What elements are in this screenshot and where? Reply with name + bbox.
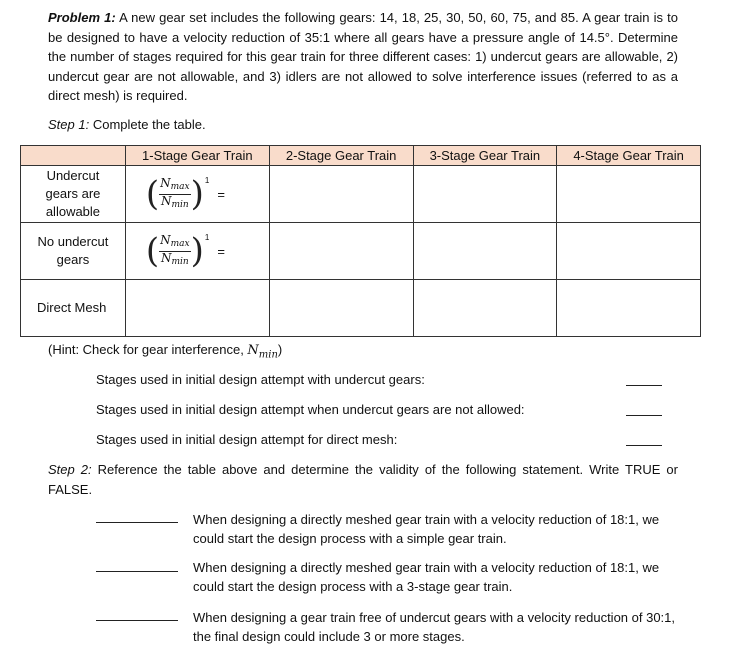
table-row-undercut xyxy=(21,166,701,223)
stage-question-no-undercut: Stages used in initial design attempt when undercut gears are not allowed: xyxy=(96,402,525,417)
problem-text: A new gear set includes the following gears: 14, 18, 25, 30, 50, 60, 75, and 85. A gear train is to be designed to have a velocity reduction of 35:1 where all gears have a pressure angle of 14.5°. Determine the number of stages required for this gear train for three different cases: 1) undercut gears are allowable, 2) undercut gear are not allowable, and 3) idlers are not allowed to solve interference issues (referred to as a direct mesh) is required. xyxy=(48,10,678,103)
cell-undercut-3-stage[interactable] xyxy=(413,166,557,223)
statement-3: When designing a gear train free of undercut gears with a velocity reduction of 30:1, the final design could include 3 or more stages. xyxy=(193,610,676,644)
cell-no-undercut-3-stage[interactable] xyxy=(413,223,557,280)
step1-instruction xyxy=(48,117,206,132)
gear-train-table xyxy=(20,145,701,337)
row-label-undercut: Undercut gears are allowable xyxy=(21,166,126,223)
statement-2: When designing a directly meshed gear train with a velocity reduction of 18:1, we could start the design process with a 3-stage gear train. xyxy=(193,560,660,594)
cell-undercut-1-stage[interactable] xyxy=(125,166,269,223)
row-label-no-undercut: No undercut gears xyxy=(21,223,126,280)
step1-label: Step 1: xyxy=(48,117,90,132)
header-3-stage: 3-Stage Gear Train xyxy=(413,146,557,166)
step2-text: Reference the table above and determine the validity of the following statement. Write TRUE or FALSE. xyxy=(48,462,678,497)
table-row-no-undercut xyxy=(21,223,701,280)
true-false-blank-1[interactable] xyxy=(96,522,178,523)
table-row-direct-mesh xyxy=(21,280,701,337)
answer-blank-undercut[interactable] xyxy=(626,385,662,386)
problem-statement xyxy=(48,8,678,106)
answer-blank-direct-mesh[interactable] xyxy=(626,445,662,446)
cell-no-undercut-4-stage[interactable] xyxy=(557,223,701,280)
cell-direct-3-stage[interactable] xyxy=(413,280,557,337)
cell-direct-1-stage[interactable] xyxy=(125,280,269,337)
cell-undercut-4-stage[interactable] xyxy=(557,166,701,223)
step2-label: Step 2: xyxy=(48,462,92,477)
true-false-blank-2[interactable] xyxy=(96,571,178,572)
row-label-direct-mesh: Direct Mesh xyxy=(21,280,126,337)
answer-blank-no-undercut[interactable] xyxy=(626,415,662,416)
ratio-formula: ( $\frac{N_{max}}{N_{min}}$ ) 1 = xyxy=(145,231,225,271)
problem-label: Problem 1: xyxy=(48,10,116,25)
cell-direct-2-stage[interactable] xyxy=(269,280,413,337)
statement-1: When designing a directly meshed gear train with a velocity reduction of 18:1, we could start the design process with a simple gear train. xyxy=(193,512,660,546)
stage-question-direct-mesh: Stages used in initial design attempt for direct mesh: xyxy=(96,432,398,447)
header-1-stage: 1-Stage Gear Train xyxy=(125,146,269,166)
cell-undercut-2-stage[interactable] xyxy=(269,166,413,223)
cell-no-undercut-1-stage[interactable] xyxy=(125,223,269,280)
header-2-stage: 2-Stage Gear Train xyxy=(269,146,413,166)
table-header-corner xyxy=(21,146,126,166)
ratio-formula: ( $\frac{N_{max}}{N_{min}}$ ) 1 = xyxy=(145,174,225,214)
cell-no-undercut-2-stage[interactable] xyxy=(269,223,413,280)
step1-text: Complete the table. xyxy=(92,117,206,132)
cell-direct-4-stage[interactable] xyxy=(557,280,701,337)
header-4-stage: 4-Stage Gear Train xyxy=(557,146,701,166)
stage-question-undercut: Stages used in initial design attempt with undercut gears: xyxy=(96,372,425,387)
true-false-blank-3[interactable] xyxy=(96,620,178,621)
table-header-row xyxy=(21,146,701,166)
step2-instruction xyxy=(48,460,678,499)
hint-text: (Hint: Check for gear interference, $N_{min}$) xyxy=(48,342,283,361)
